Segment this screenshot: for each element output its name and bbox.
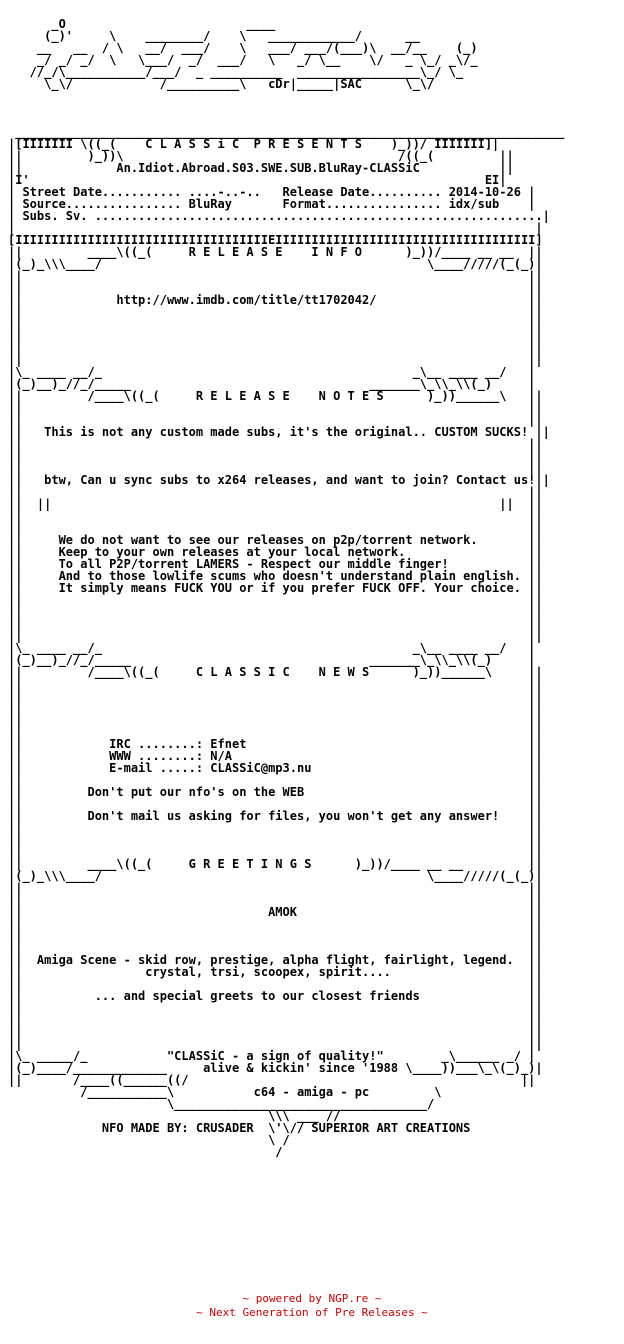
- nfo-line: ____________________________________________________________________________: [8, 125, 565, 139]
- nfo-line: || ||: [8, 329, 543, 343]
- nfo-line: || ||: [8, 449, 543, 463]
- nfo-line: || ||: [8, 305, 543, 319]
- nfo-line: || ||: [8, 617, 543, 631]
- nfo-line: |(_)__)_//_/_____ _______\_\\_\\(_) |: [8, 653, 536, 667]
- nfo-line: || ||: [8, 509, 543, 523]
- nfo-line: || ||: [8, 881, 543, 895]
- nfo-line: | |: [8, 221, 543, 235]
- nfo-line: |I' EI|: [8, 173, 507, 187]
- nfo-line: || ||: [8, 833, 543, 847]
- nfo-line: || Don't put our nfo's on the WEB ||: [8, 785, 543, 799]
- nfo-line: || ||: [8, 725, 543, 739]
- nfo-line: || ||: [8, 605, 543, 619]
- nfo-line: [IIIIIIIIIIIIIIIIIIIIIIIIIIIIIIIIIIIEIIIIIIIIIIIIIIIIIIIIIIIIIIIIIIIIIIII]: [8, 233, 543, 247]
- nfo-line: || Amiga Scene - skid row, prestige, alpha flight, fairlight, legend. ||: [8, 953, 543, 967]
- nfo-line: || ||: [8, 797, 543, 811]
- nfo-line: || /____\((_( R E L E A S E N O T E S )_))______\ ||: [8, 389, 543, 403]
- nfo-line: || ||: [8, 977, 543, 991]
- nfo-line: || btw, Can u sync subs to x264 releases, and want to join? Contact us!||: [8, 473, 550, 487]
- nfo-line: \\\ ___ //: [8, 1109, 341, 1123]
- nfo-line: || This is not any custom made subs, it's the original.. CUSTOM SUCKS! ||: [8, 425, 550, 439]
- nfo-line: || IRC ........: Efnet ||: [8, 737, 543, 751]
- nfo-line: || ||: [8, 281, 543, 295]
- nfo-line: |\_ ____ __/_ _\__ ____ __/ |: [8, 641, 536, 655]
- nfo-line: || ||: [8, 1001, 543, 1015]
- nfo-line: || ||: [8, 437, 543, 451]
- nfo-line: || Don't mail us asking for files, you won't get any answer! ||: [8, 809, 543, 823]
- nfo-line: || ||: [8, 773, 543, 787]
- nfo-line: || An.Idiot.Abroad.S03.SWE.SUB.BluRay-CLASSiC ||: [8, 161, 514, 175]
- nfo-line: || ||: [8, 629, 543, 643]
- nfo-line: || /____\((_( C L A S S I C N E W S )_))______\ ||: [8, 665, 543, 679]
- nfo-line: || WWW ........: N/A ||: [8, 749, 543, 763]
- nfo-line: |(_)____/_____________ alive & kickin' since '1988 \____))___\_\(_)_)|: [8, 1061, 543, 1075]
- footer: [0, 1292, 624, 1320]
- nfo-line: _/ _/ _/ \ \___/ _/ ___/ \ _/ \__ \/ _ \_/ _\/_: [8, 53, 478, 67]
- nfo-line: || ||: [8, 353, 543, 367]
- nfo-line: || Keep to your own releases at your local network. ||: [8, 545, 543, 559]
- nfo-line: || ||: [8, 689, 543, 703]
- nfo-line: \_\/ /__________\ cDr|_____|SAC \_\/: [8, 77, 435, 91]
- nfo-line: || )_))\ /((_( ||: [8, 149, 514, 163]
- nfo-line: || ||: [8, 401, 543, 415]
- nfo-line: | Subs. Sv. ..............................................................|: [8, 209, 550, 223]
- nfo-line: || It simply means FUCK YOU or if you prefer FUCK OFF. Your choice. ||: [8, 581, 543, 595]
- nfo-line: || ||: [8, 701, 543, 715]
- nfo-line: |\_ _____/_ "CLASSiC - a sign of quality!" _\______ _/ |: [8, 1049, 536, 1063]
- nfo-line: || AMOK ||: [8, 905, 543, 919]
- nfo-line: || E-mail .....: CLASSiC@mp3.nu ||: [8, 761, 543, 775]
- powered-by-link[interactable]: ~ powered by NGP.re ~: [242, 1292, 382, 1305]
- nfo-line: || ||: [8, 677, 543, 691]
- nfo-line: || ||: [8, 713, 543, 727]
- nfo-line: || ||: [8, 485, 543, 499]
- nfo-line: || ||: [8, 1037, 543, 1051]
- nfo-line: //_/\___________/___/ _ __________ _________________\_/ \_: [8, 65, 464, 79]
- nfo-line: || || || ||: [8, 497, 543, 511]
- nfo-line: | Source................ BluRay Format................ idx/sub |: [8, 197, 536, 211]
- nfo-line: || ||: [8, 845, 543, 859]
- nfo-line: |(_)_\\\____/ \____/////(_(_)|: [8, 869, 543, 883]
- nfo-line: || ||: [8, 341, 543, 355]
- nfo-line: (_)' \ ________/ \ ____________/ __: [8, 29, 420, 43]
- nfo-line: |(_)__)_//_/_____ _______\_\\_\\(_) |: [8, 377, 536, 391]
- nfo-line: || ||: [8, 461, 543, 475]
- nfo-line: /: [8, 1145, 283, 1159]
- nfo-text-block: [8, 6, 564, 1158]
- nfo-line: || We do not want to see our releases on p2p/torrent network. ||: [8, 533, 543, 547]
- nfo-line: || ||: [8, 1025, 543, 1039]
- nfo-line: || ||: [8, 521, 543, 535]
- nfo-line: || ||: [8, 929, 543, 943]
- nfo-line: || ||: [8, 413, 543, 427]
- nfo-line: |[IIIIIII \((_( C L A S S i C P R E S E N T S )_))/ IIIIIII]|: [8, 137, 500, 151]
- nfo-line: NFO MADE BY: CRUSADER \'\// SUPERIOR ART CREATIONS: [8, 1121, 471, 1135]
- nfo-line: | Street Date........... ....-..-.. Release Date.......... 2014-10-26 |: [8, 185, 536, 199]
- nfo-line: || ||: [8, 593, 543, 607]
- nfo-line: || ____\((_( G R E E T I N G S )_))/____ __ __ ||: [8, 857, 543, 871]
- nfo-line: || ||: [8, 917, 543, 931]
- nfo-line: \___________________________________/: [8, 1097, 435, 1111]
- nfo-line: \ /: [8, 1133, 290, 1147]
- nfo-line: || ||: [8, 1013, 543, 1027]
- nfo-line: /___________\ c64 - amiga - pc \: [8, 1085, 442, 1099]
- nfo-line: __ __ / \ __/ ___/ \ ___/ ___/(___)\ __/__ (_): [8, 41, 478, 55]
- nfo-line: || ||: [8, 317, 543, 331]
- nfo-line: || And to those lowlife scums who doesn't understand plain english. ||: [8, 569, 543, 583]
- nfo-line: || ____\((_( R E L E A S E I N F O )_))/____ __ __ ||: [8, 245, 543, 259]
- nfo-line: _O ____: [8, 17, 276, 31]
- nfo-line: || ||: [8, 269, 543, 283]
- nfo-line: || ... and special greets to our closest friends ||: [8, 989, 543, 1003]
- nfo-line: || /____((______((/ ||: [8, 1073, 536, 1087]
- nfo-line: || ||: [8, 893, 543, 907]
- nfo-line: || http://www.imdb.com/title/tt1702042/ ||: [8, 293, 543, 307]
- nfo-line: || ||: [8, 941, 543, 955]
- nfo-line: || crystal, trsi, scoopex, spirit.... ||: [8, 965, 543, 979]
- nfo-line: |\_ ____ __/_ _\__ ____ __/ |: [8, 365, 536, 379]
- nfo-line: || To all P2P/torrent LAMERS - Respect our middle finger! ||: [8, 557, 543, 571]
- nfo-line: || ||: [8, 821, 543, 835]
- footer-tagline: ~ Next Generation of Pre Releases ~: [196, 1306, 428, 1319]
- nfo-line: |(_)_\\\____/ \____/////(_(_)|: [8, 257, 543, 271]
